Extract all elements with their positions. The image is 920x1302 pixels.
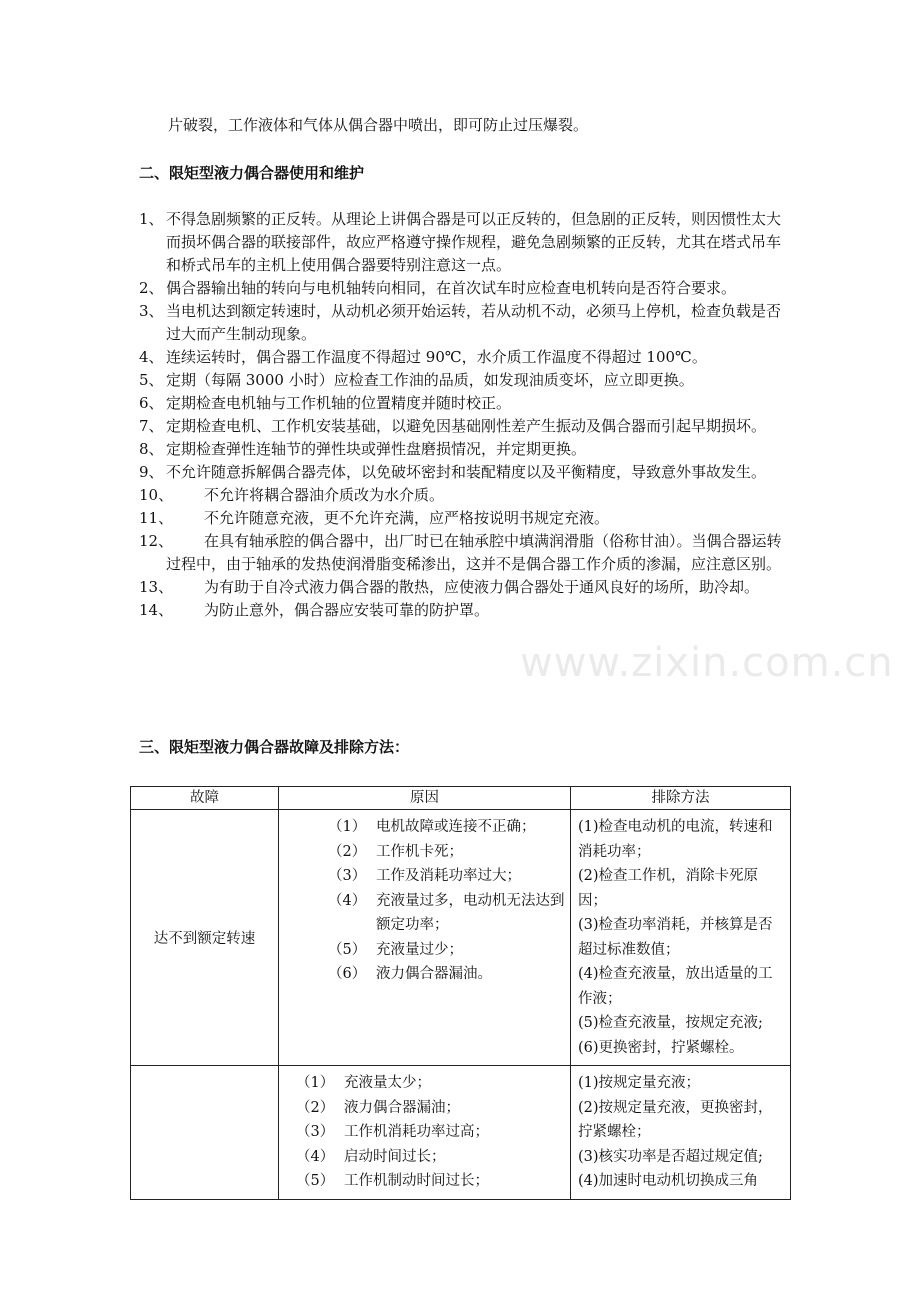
list-item-number: 11、 <box>139 509 174 527</box>
cause-number: （3） <box>296 1124 335 1140</box>
fix-item: (3)核实功率是否超过规定值; <box>578 1148 763 1165</box>
list-item-text: 不允许随意拆解偶合器壳体，以免破坏密封和装配精度以及平衡精度，导致意外事故发生。 <box>166 463 767 481</box>
list-item <box>139 415 789 438</box>
section3-heading: 三、限矩型液力偶合器故障及排除方法： <box>139 738 410 756</box>
cause-text: 充液量过少； <box>376 941 463 958</box>
intro-line: 片破裂，工作液体和气体从偶合器中喷出，即可防止过压爆裂。 <box>168 116 589 134</box>
list-item <box>139 369 789 392</box>
list-item-number: 14、 <box>139 601 174 619</box>
list-item-text: 为有助于自冷式液力偶合器的散热，应使液力偶合器处于通风良好的场所，助冷却。 <box>204 578 760 596</box>
watermark: www.zixin.com.cn <box>520 640 894 686</box>
cause-text: 工作机制动时间过长； <box>344 1173 489 1189</box>
list-item-number: 3、 <box>139 302 164 320</box>
fix-item: (1)按规定量充液； <box>578 1075 701 1091</box>
cause-text: 充液量过多，电动机无法达到额定功率； <box>376 892 565 933</box>
list-item-text: 为防止意外，偶合器应安装可靠的防护罩。 <box>204 601 490 619</box>
cause-item <box>296 1071 569 1096</box>
cause-text: 液力偶合器漏油。 <box>376 966 492 982</box>
list-item-number: 13、 <box>139 578 174 596</box>
fault-cell: 达不到额定转速 <box>131 810 279 1066</box>
cause-item <box>328 889 569 938</box>
table-row <box>131 1066 791 1200</box>
cause-text: 启动时间过长； <box>344 1148 446 1165</box>
cause-item <box>296 1169 569 1194</box>
cause-number: （5） <box>328 941 367 958</box>
list-item-text: 不得急剧频繁的正反转。从理论上讲偶合器是可以正反转的，但急剧的正反转，则因惯性太大而损坏偶合器的联接部件，故应严格遵守操作规程，避免急剧频繁的正反转，尤其在塔式吊车和桥式吊车的主机上使用偶合器要特别注意这一点。 <box>166 210 782 274</box>
cause-item <box>328 864 569 889</box>
fix-item: (1)检查电动机的电流，转速和消耗功率； <box>578 819 773 860</box>
cause-text: 充液量太少； <box>344 1075 431 1091</box>
cause-list <box>280 811 569 991</box>
fix-cell <box>571 1066 791 1200</box>
fix-item: (6)更换密封，拧紧螺栓。 <box>578 1039 744 1056</box>
maintenance-list <box>139 208 789 622</box>
fix-item: (2)按规定量充液，更换密封，拧紧螺栓； <box>578 1099 773 1140</box>
list-item-text: 定期（每隔 3000 小时）应检查工作油的品质，如发现油质变坏，应立即更换。 <box>166 371 694 389</box>
list-item-number: 7、 <box>139 417 164 435</box>
list-item-number: 5、 <box>139 371 164 389</box>
list-item <box>139 507 789 530</box>
cause-text: 工作及消耗功率过大； <box>376 868 521 884</box>
fix-list <box>572 1067 789 1198</box>
list-item <box>139 392 789 415</box>
list-item-text: 连续运转时，偶合器工作温度不得超过 90℃，水介质工作温度不得超过 100℃。 <box>166 348 707 366</box>
fix-item: (3)检查功率消耗，并核算是否超过标准数值； <box>578 917 773 958</box>
header-fix: 排除方法 <box>571 787 791 810</box>
cause-item <box>328 938 569 963</box>
fault-cell <box>131 1066 279 1200</box>
cause-number: （4） <box>296 1148 335 1165</box>
list-item <box>139 576 789 599</box>
cause-text: 电机故障或连接不正确； <box>376 819 536 835</box>
cause-text: 液力偶合器漏油； <box>344 1099 460 1116</box>
list-item-number: 1、 <box>139 210 164 228</box>
list-item-text: 偶合器输出轴的转向与电机轴转向相同，在首次试车时应检查电机转向是否符合要求。 <box>166 279 737 297</box>
fault-table <box>130 786 791 1200</box>
list-item-text: 不允许随意充液，更不允许充满，应严格按说明书规定充液。 <box>204 509 610 527</box>
list-item-number: 2、 <box>139 279 164 297</box>
list-item-text: 当电机达到额定转速时，从动机必须开始运转，若从动机不动，必须马上停机，检查负载是否过大而产生制动现象。 <box>166 302 782 343</box>
list-item <box>139 438 789 461</box>
fix-cell <box>571 810 791 1066</box>
header-cause: 原因 <box>279 787 571 810</box>
cause-item <box>328 815 569 840</box>
section2-heading: 二、限矩型液力偶合器使用和维护 <box>139 164 365 182</box>
cause-number: （1） <box>328 819 367 835</box>
cause-item <box>328 840 569 865</box>
fix-item: (4)检查充液量，放出适量的工作液； <box>578 966 773 1007</box>
list-item-number: 8、 <box>139 440 164 458</box>
list-item-number: 12、 <box>139 532 174 550</box>
cause-number: （2） <box>328 843 367 860</box>
list-item <box>139 484 789 507</box>
cause-number: （2） <box>296 1099 335 1116</box>
fix-item: (2)检查工作机，消除卡死原因； <box>578 868 759 909</box>
cause-item <box>296 1096 569 1121</box>
cause-number: （5） <box>296 1173 335 1189</box>
list-item-number: 10、 <box>139 486 174 504</box>
list-item-number: 9、 <box>139 463 164 481</box>
list-item-text: 在具有轴承腔的偶合器中，出厂时已在轴承腔中填满润滑脂（俗称甘油）。当偶合器运转过程中，由于轴承的发热使润滑脂变稀渗出，这并不是偶合器工作介质的渗漏，应注意区别。 <box>166 532 782 573</box>
list-item <box>139 599 789 622</box>
cause-text: 工作机卡死； <box>376 843 463 860</box>
list-item-text: 不允许将耦合器油介质改为水介质。 <box>204 486 445 504</box>
fix-item: (5)检查充液量，按规定充液; <box>578 1015 763 1031</box>
cause-cell <box>279 810 571 1066</box>
cause-item <box>328 962 569 987</box>
cause-text: 工作机消耗功率过高； <box>344 1124 489 1140</box>
cause-number: （6） <box>328 966 367 982</box>
table-header-row <box>131 787 791 810</box>
cause-number: （1） <box>296 1075 335 1091</box>
cause-number: （3） <box>328 868 367 884</box>
list-item-text: 定期检查电机、工作机安装基础，以避免因基础刚性差产生振动及偶合器而引起早期损坏。 <box>166 417 767 435</box>
list-item <box>139 208 789 277</box>
cause-cell <box>279 1066 571 1200</box>
cause-number: （4） <box>328 892 367 909</box>
cause-item <box>296 1120 569 1145</box>
list-item <box>139 300 789 346</box>
list-item-text: 定期检查弹性连轴节的弹性块或弹性盘磨损情况，并定期更换。 <box>166 440 587 458</box>
list-item <box>139 461 789 484</box>
cause-item <box>296 1145 569 1170</box>
list-item-text: 定期检查电机轴与工作机轴的位置精度并随时校正。 <box>166 394 512 412</box>
table-row <box>131 810 791 1066</box>
list-item <box>139 530 789 576</box>
list-item-number: 4、 <box>139 348 164 366</box>
list-item <box>139 277 789 300</box>
fix-list <box>572 811 789 1064</box>
list-item-number: 6、 <box>139 394 164 412</box>
cause-list <box>280 1067 569 1198</box>
header-fault: 故障 <box>131 787 279 810</box>
list-item <box>139 346 789 369</box>
fix-item: (4)加速时电动机切换成三角 <box>578 1173 759 1189</box>
